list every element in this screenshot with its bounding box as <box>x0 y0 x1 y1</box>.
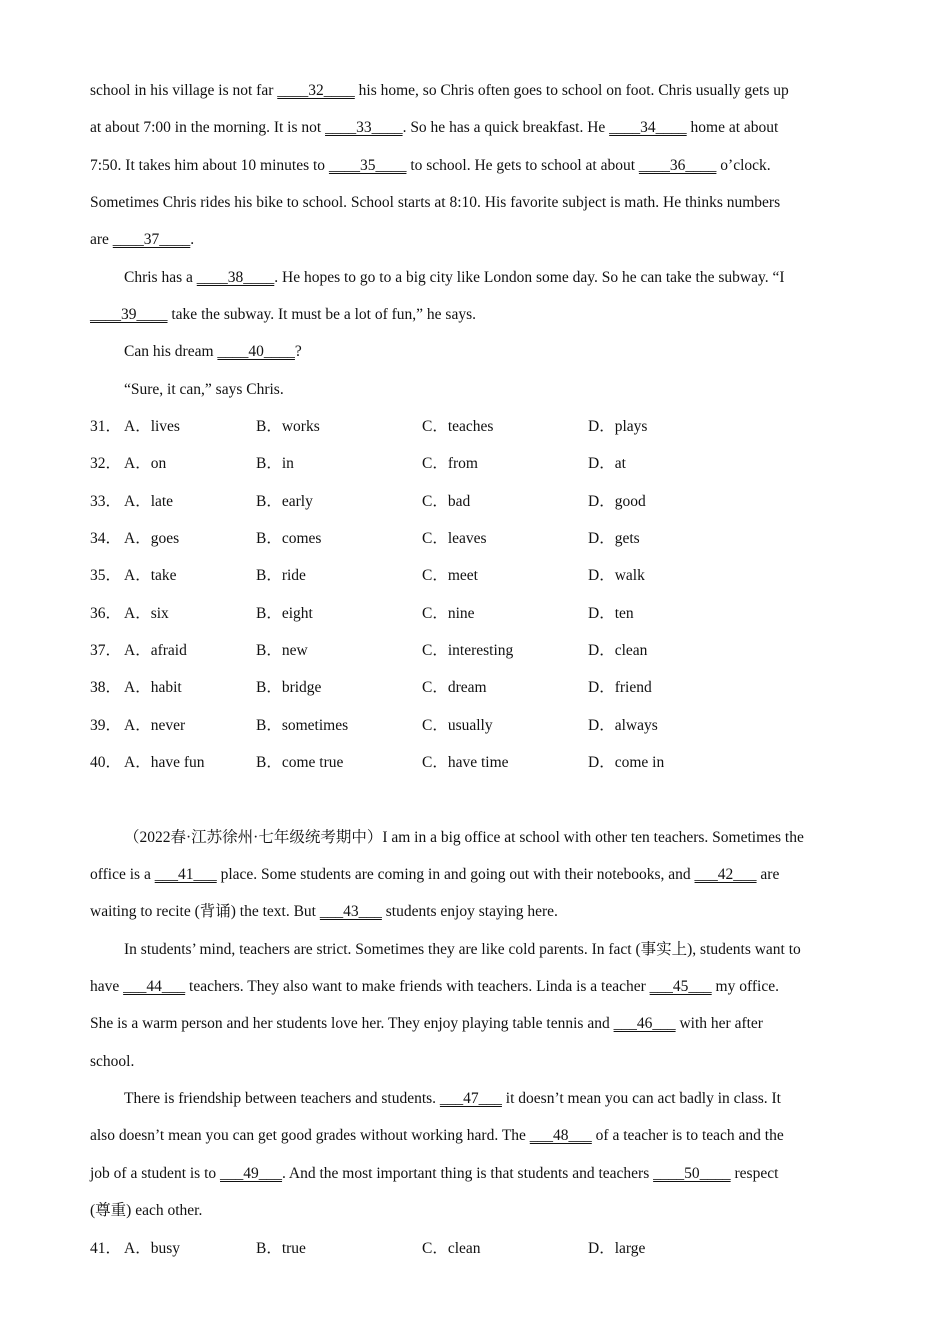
passage2-line-1: （2022春·江苏徐州·七年级统考期中）I am in a big office at school with other ten teachers. Sometimes the <box>124 829 804 846</box>
text: . And the most important thing is that students and teachers <box>282 1165 654 1182</box>
blank-43: ___43___ <box>319 903 382 920</box>
option-d: D．walk <box>588 567 645 584</box>
passage2-line-6 <box>90 1014 763 1034</box>
question-number: 40． <box>90 754 122 771</box>
blank-41: ___41___ <box>154 866 217 883</box>
text: She is a warm person and her students love her. They enjoy playing table tennis and <box>90 1015 614 1032</box>
question-number: 35． <box>90 567 122 584</box>
option-a: A．take <box>124 567 177 584</box>
blank-50: ____50____ <box>653 1165 731 1182</box>
text: . He hopes to go to a big city like London some day. So he can take the subway. “I <box>274 269 785 286</box>
blank-35: ____35____ <box>328 157 407 174</box>
blank-33: ____33____ <box>325 119 403 136</box>
option-b: B．sometimes <box>256 717 349 734</box>
option-b: B．ride <box>256 567 306 584</box>
option-b: B．eight <box>256 605 313 622</box>
passage2-line-4: In students’ mind, teachers are strict. Sometimes they are like cold parents. In fact (事实上), students want to <box>124 941 801 958</box>
option-c: C．bad <box>422 493 471 510</box>
text: 7:50. It takes him about 10 minutes to <box>90 157 329 174</box>
question-number: 34． <box>90 530 122 547</box>
text: at about 7:00 in the morning. It is not <box>90 119 326 136</box>
option-d: D．friend <box>588 679 652 696</box>
option-c: C．leaves <box>422 530 487 547</box>
text: with her after <box>675 1015 763 1032</box>
blank-32: ____32____ <box>277 82 355 99</box>
question-row <box>90 716 870 736</box>
option-c: C．usually <box>422 717 493 734</box>
blank-36: ____36____ <box>638 157 717 174</box>
text: also doesn’t mean you can get good grades without working hard. The <box>90 1127 530 1144</box>
option-b: B．comes <box>256 530 322 547</box>
option-c: C．clean <box>422 1240 481 1257</box>
option-c: C．interesting <box>422 642 514 659</box>
passage2-line-7: school. <box>90 1053 135 1070</box>
text: waiting to recite (背诵) the text. But <box>90 903 320 920</box>
blank-49: ___49___ <box>220 1165 283 1182</box>
option-d: D．clean <box>588 642 648 659</box>
text: There is friendship between teachers and students. <box>124 1090 440 1107</box>
question-number: 37． <box>90 642 122 659</box>
passage2-line-2 <box>90 865 779 885</box>
option-a: A．busy <box>124 1240 180 1257</box>
question-row <box>90 529 870 549</box>
blank-40: ____40____ <box>217 343 295 360</box>
option-c: C．dream <box>422 679 487 696</box>
text: . <box>190 231 195 248</box>
text: it doesn’t mean you can act badly in class. It <box>501 1090 781 1107</box>
text: ? <box>294 343 302 360</box>
option-a: A．on <box>124 455 167 472</box>
option-b: B．in <box>256 455 294 472</box>
text: of a teacher is to teach and the <box>591 1127 784 1144</box>
option-d: D．ten <box>588 605 634 622</box>
option-c: C．have time <box>422 754 509 771</box>
passage1-line-6 <box>124 268 785 288</box>
question-number: 33． <box>90 493 122 510</box>
blank-48: ___48___ <box>529 1127 592 1144</box>
option-b: B．true <box>256 1240 306 1257</box>
text: are <box>756 866 780 883</box>
passage1-line-3 <box>90 156 771 176</box>
text: his home, so Chris often goes to school on foot. Chris usually gets up <box>354 82 789 99</box>
passage2-line-11: (尊重) each other. <box>90 1202 203 1219</box>
text: have <box>90 978 124 995</box>
option-d: D．large <box>588 1240 646 1257</box>
option-c: C．teaches <box>422 418 494 435</box>
passage1-line-5 <box>90 230 194 250</box>
blank-44: ___44___ <box>123 978 186 995</box>
passage1-line-9: “Sure, it can,” says Chris. <box>124 381 284 398</box>
text: respect <box>730 1165 779 1182</box>
text: . So he has a quick breakfast. He <box>402 119 610 136</box>
question-row <box>90 454 870 474</box>
question-row <box>90 641 870 661</box>
blank-39: ____39____ <box>90 306 168 323</box>
option-d: D．at <box>588 455 626 472</box>
text: take the subway. It must be a lot of fun,” he says. <box>167 306 476 323</box>
passage1-line-1 <box>90 81 789 101</box>
question-number: 36． <box>90 605 122 622</box>
passage2-line-3 <box>90 902 558 922</box>
passage2-line-5 <box>90 977 779 997</box>
text: are <box>90 231 113 248</box>
option-a: A．lives <box>124 418 180 435</box>
passage2-line-9 <box>90 1126 784 1146</box>
text: my office. <box>711 978 779 995</box>
option-b: B．bridge <box>256 679 322 696</box>
text: o’clock. <box>716 157 771 174</box>
text: school in his village is not far <box>90 82 278 99</box>
option-d: D．always <box>588 717 658 734</box>
question-number: 41． <box>90 1240 122 1257</box>
text: job of a student is to <box>90 1165 221 1182</box>
text: students enjoy staying here. <box>381 903 558 920</box>
question-row <box>90 492 870 512</box>
question-row <box>90 753 870 773</box>
passage1-line-2 <box>90 118 778 138</box>
option-b: B．new <box>256 642 308 659</box>
passage1-line-7 <box>90 305 476 325</box>
text: home at about <box>686 119 779 136</box>
blank-34: ____34____ <box>609 119 687 136</box>
blank-38: ____38____ <box>196 269 275 286</box>
option-d: D．plays <box>588 418 648 435</box>
option-a: A．afraid <box>124 642 187 659</box>
option-d: D．good <box>588 493 646 510</box>
option-a: A．have fun <box>124 754 205 771</box>
option-b: B．come true <box>256 754 344 771</box>
option-b: B．works <box>256 418 320 435</box>
question-number: 32． <box>90 455 122 472</box>
option-c: C．nine <box>422 605 475 622</box>
passage2-line-10 <box>90 1164 778 1184</box>
option-b: B．early <box>256 493 313 510</box>
option-c: C．from <box>422 455 478 472</box>
option-a: A．six <box>124 605 169 622</box>
option-a: A．goes <box>124 530 180 547</box>
blank-42: ___42___ <box>694 866 757 883</box>
question-row <box>90 417 870 437</box>
passage1-line-8 <box>124 342 302 362</box>
question-number: 38． <box>90 679 122 696</box>
option-a: A．late <box>124 493 174 510</box>
question-number: 39． <box>90 717 122 734</box>
option-a: A．never <box>124 717 186 734</box>
option-c: C．meet <box>422 567 478 584</box>
passage2-line-8 <box>124 1089 781 1109</box>
question-row <box>90 678 870 698</box>
text: office is a <box>90 866 155 883</box>
option-d: D．gets <box>588 530 640 547</box>
passage1-line-4: Sometimes Chris rides his bike to school. School starts at 8:10. His favorite subject is math. He thinks numbers <box>90 194 781 211</box>
blank-37: ____37____ <box>112 231 191 248</box>
text: Chris has a <box>124 269 197 286</box>
text: Can his dream <box>124 343 218 360</box>
question-number: 31． <box>90 418 122 435</box>
blank-47: ___47___ <box>439 1090 502 1107</box>
question-row <box>90 566 870 586</box>
text: to school. He gets to school at about <box>406 157 639 174</box>
option-d: D．come in <box>588 754 665 771</box>
option-a: A．habit <box>124 679 182 696</box>
text: place. Some students are coming in and going out with their notebooks, and <box>216 866 695 883</box>
text: teachers. They also want to make friends with teachers. Linda is a teacher <box>185 978 650 995</box>
blank-46: ___46___ <box>613 1015 676 1032</box>
question-row <box>90 1239 870 1259</box>
question-row <box>90 604 870 624</box>
blank-45: ___45___ <box>649 978 712 995</box>
